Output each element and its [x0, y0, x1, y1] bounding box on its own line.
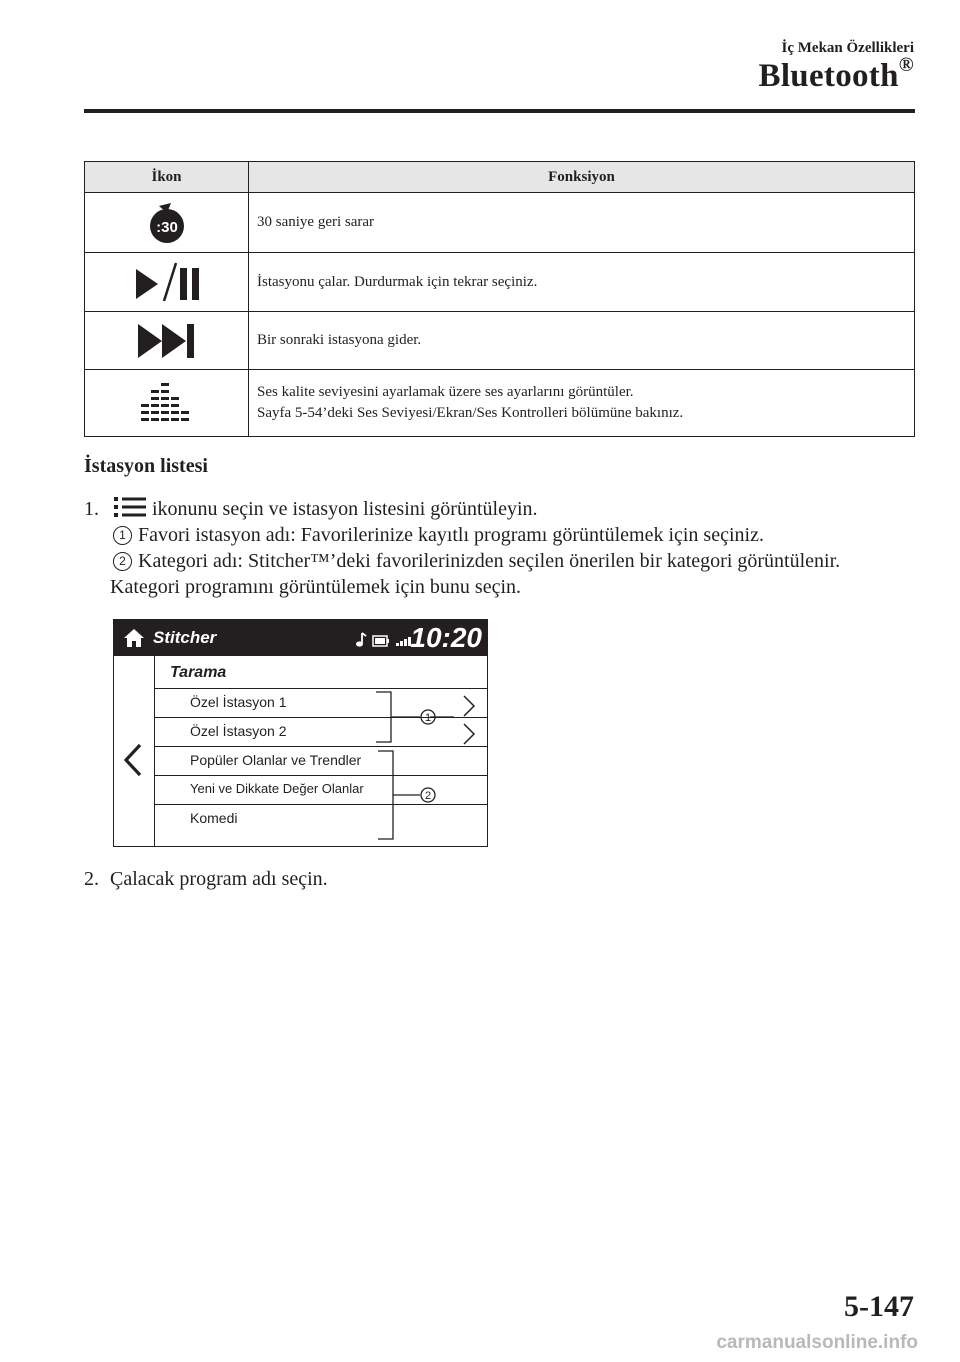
function-text: 30 saniye geri sarar [249, 193, 915, 253]
screen-title: Stitcher [153, 628, 217, 647]
callout-1-label: 1 [424, 712, 432, 724]
registered-mark: ® [898, 54, 914, 76]
screen-status-bar [114, 620, 487, 656]
list-item[interactable] [155, 746, 487, 775]
music-note-icon [355, 632, 367, 648]
function-text [249, 370, 915, 437]
step-1 [84, 496, 538, 522]
section-heading: İstasyon listesi [84, 455, 208, 477]
icon-cell [85, 370, 249, 437]
step-2 [84, 866, 328, 892]
list-item[interactable] [155, 804, 487, 833]
icon-function-table [84, 161, 915, 437]
list-item-label: Özel İstasyon 2 [190, 723, 287, 739]
home-icon[interactable] [122, 627, 146, 649]
callout-marker-1: 1 [113, 526, 132, 545]
list-item-label: Komedi [190, 810, 238, 826]
step-2-number: 2. [84, 868, 99, 890]
icon-cell [85, 193, 249, 253]
table-row [85, 253, 915, 312]
list-item-label: Popüler Olanlar ve Trendler [190, 752, 362, 768]
note-1-text: Favori istasyon adı: Favorilerinize kayıtlı programı görüntülemek için seçiniz. [138, 524, 764, 546]
play-pause-icon [128, 259, 206, 305]
screen-clock: 10:20 [410, 622, 482, 653]
back-chevron-icon[interactable] [123, 743, 143, 777]
table-row [85, 370, 915, 437]
list-icon [112, 496, 148, 518]
rewind-label: :30 [155, 218, 178, 236]
header-icon: İkon [85, 162, 249, 193]
step-1-number: 1. [84, 498, 99, 520]
note-2-continued: Kategori programını görüntülemek için bunu seçin. [110, 576, 522, 598]
callout-marker-2: 2 [113, 552, 132, 571]
stitcher-screen [113, 619, 488, 847]
list-item-label: Özel İstasyon 1 [190, 694, 287, 710]
section-title-header: İç Mekan Özellikleri [781, 40, 914, 56]
chapter-title-text: Bluetooth [758, 58, 899, 94]
page-number: 5-147 [844, 1290, 914, 1323]
skip-forward-icon [134, 321, 200, 361]
list-item-label: Yeni ve Dikkate Değer Olanlar [190, 781, 364, 796]
step-1-text: ikonunu seçin ve istasyon listesini görüntüleyin. [152, 498, 538, 520]
table-header-row [85, 162, 915, 193]
note-1 [113, 522, 764, 548]
function-text: Bir sonraki istasyona gider. [249, 312, 915, 370]
table-row [85, 193, 915, 253]
function-text-line1: Ses kalite seviyesini ayarlamak üzere ses ayarlarını görüntüler. [257, 384, 634, 400]
header-function: Fonksiyon [249, 162, 915, 193]
table-row [85, 312, 915, 370]
icon-cell [85, 312, 249, 370]
function-text: İstasyonu çalar. Durdurmak için tekrar seçiniz. [249, 253, 915, 312]
function-text-line2: Sayfa 5-54’deki Ses Seviyesi/Ekran/Ses Kontrolleri bölümüne bakınız. [257, 405, 684, 421]
screen-subtitle: Tarama [170, 664, 227, 681]
icon-cell [85, 253, 249, 312]
battery-icon [372, 635, 390, 647]
note-2 [113, 548, 840, 574]
watermark: carmanualsonline.info [716, 1332, 918, 1353]
note-2-text: Kategori adı: Stitcher™’deki favorilerinizden seçilen önerilen bir kategori görüntülenir. [138, 550, 841, 572]
equalizer-icon [139, 380, 195, 426]
step-2-text: Çalacak program adı seçin. [110, 868, 328, 890]
header-rule [84, 109, 915, 113]
rewind-30-icon [145, 200, 189, 246]
list-item[interactable] [155, 688, 487, 717]
chapter-title [758, 54, 914, 95]
back-panel[interactable] [114, 656, 155, 846]
list-item[interactable] [155, 775, 487, 804]
callout-2-label: 2 [424, 790, 432, 802]
list-item[interactable] [155, 717, 487, 746]
